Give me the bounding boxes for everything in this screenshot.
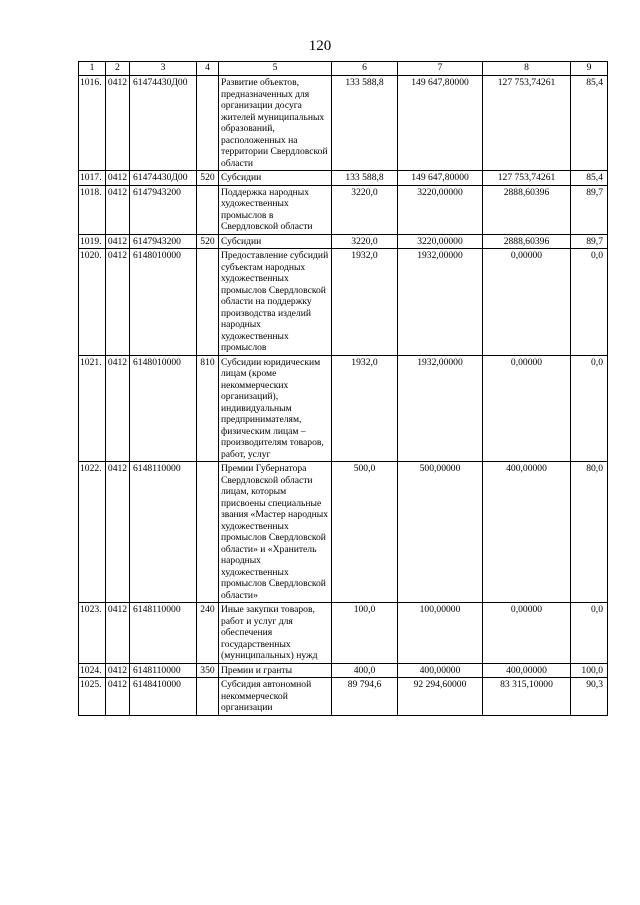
executed-amount: 83 315,10000 [483,678,571,716]
row-number: 1018. [79,185,106,234]
row-number: 1025. [79,678,106,716]
target-code: 6148010000 [130,249,197,356]
section-code: 0412 [106,171,130,186]
table-row [79,678,608,716]
target-code: 6148110000 [130,462,197,603]
adjusted-amount: 400,00000 [398,663,483,678]
table-row [79,185,608,234]
expense-type: 350 [197,663,219,678]
table-row [79,663,608,678]
execution-percent: 85,4 [571,76,608,171]
table-row [79,462,608,603]
approved-amount: 3220,0 [332,185,398,234]
expense-type [197,185,219,234]
expense-type [197,462,219,603]
expense-type [197,678,219,716]
execution-percent: 100,0 [571,663,608,678]
execution-percent: 85,4 [571,171,608,186]
column-header: 2 [106,62,130,76]
adjusted-amount: 1932,00000 [398,355,483,462]
column-header: 5 [219,62,332,76]
expense-type: 810 [197,355,219,462]
target-code: 6147943200 [130,185,197,234]
item-name: Иные закупки товаров, работ и услуг для обеспечения государственных (муниципальных) нужд [219,603,332,664]
section-code: 0412 [106,603,130,664]
approved-amount: 500,0 [332,462,398,603]
executed-amount: 2888,60396 [483,185,571,234]
execution-percent: 0,0 [571,355,608,462]
expense-type [197,76,219,171]
target-code: 6148410000 [130,678,197,716]
section-code: 0412 [106,462,130,603]
item-name: Субсидии [219,171,332,186]
column-header: 7 [398,62,483,76]
column-header: 4 [197,62,219,76]
section-code: 0412 [106,76,130,171]
approved-amount: 100,0 [332,603,398,664]
row-number: 1017. [79,171,106,186]
approved-amount: 3220,0 [332,234,398,249]
item-name: Премии Губернатора Свердловской области лицам, которым присвоены специальные звания «Мастер народных художественных промыслов Свердловской области» и «Хранитель народных художественных промыслов Свердловской области» [219,462,332,603]
column-header: 9 [571,62,608,76]
item-name: Поддержка народных художественных промыслов в Свердловской области [219,185,332,234]
column-header: 8 [483,62,571,76]
adjusted-amount: 500,00000 [398,462,483,603]
adjusted-amount: 92 294,60000 [398,678,483,716]
executed-amount: 127 753,74261 [483,171,571,186]
executed-amount: 2888,60396 [483,234,571,249]
expense-type: 520 [197,234,219,249]
adjusted-amount: 1932,00000 [398,249,483,356]
item-name: Предоставление субсидий субъектам народных художественных промыслов Свердловской области на поддержку производства изделий народных художественных промыслов [219,249,332,356]
executed-amount: 0,00000 [483,355,571,462]
execution-percent: 89,7 [571,234,608,249]
adjusted-amount: 149 647,80000 [398,76,483,171]
execution-percent: 0,0 [571,249,608,356]
target-code: 6148110000 [130,663,197,678]
target-code: 61474430Д00 [130,76,197,171]
row-number: 1016. [79,76,106,171]
page-number: 120 [308,38,332,54]
budget-table [78,61,608,716]
adjusted-amount: 100,00000 [398,603,483,664]
column-header: 1 [79,62,106,76]
executed-amount: 0,00000 [483,603,571,664]
approved-amount: 1932,0 [332,355,398,462]
executed-amount: 400,00000 [483,663,571,678]
row-number: 1023. [79,603,106,664]
table-row [79,171,608,186]
section-code: 0412 [106,185,130,234]
table-row [79,355,608,462]
target-code: 6147943200 [130,234,197,249]
item-name: Субсидия автономной некоммерческой организации [219,678,332,716]
table-row [79,603,608,664]
section-code: 0412 [106,249,130,356]
execution-percent: 0,0 [571,603,608,664]
row-number: 1019. [79,234,106,249]
target-code: 6148010000 [130,355,197,462]
section-code: 0412 [106,663,130,678]
item-name: Субсидии юридическим лицам (кроме некоммерческих организаций), индивидуальным предпринимателям, физическим лицам – производителям товаров, работ, услуг [219,355,332,462]
table-row [79,249,608,356]
item-name: Премии и гранты [219,663,332,678]
adjusted-amount: 3220,00000 [398,185,483,234]
target-code: 61474430Д00 [130,171,197,186]
row-number: 1020. [79,249,106,356]
approved-amount: 1932,0 [332,249,398,356]
approved-amount: 133 588,8 [332,76,398,171]
section-code: 0412 [106,355,130,462]
expense-type [197,249,219,356]
expense-type: 520 [197,171,219,186]
adjusted-amount: 149 647,80000 [398,171,483,186]
target-code: 6148110000 [130,603,197,664]
execution-percent: 89,7 [571,185,608,234]
executed-amount: 0,00000 [483,249,571,356]
executed-amount: 127 753,74261 [483,76,571,171]
row-number: 1021. [79,355,106,462]
execution-percent: 80,0 [571,462,608,603]
adjusted-amount: 3220,00000 [398,234,483,249]
table-row [79,234,608,249]
execution-percent: 90,3 [571,678,608,716]
table-row [79,76,608,171]
column-header: 6 [332,62,398,76]
column-header: 3 [130,62,197,76]
section-code: 0412 [106,234,130,249]
row-number: 1022. [79,462,106,603]
approved-amount: 89 794,6 [332,678,398,716]
expense-type: 240 [197,603,219,664]
section-code: 0412 [106,678,130,716]
row-number: 1024. [79,663,106,678]
item-name: Субсидии [219,234,332,249]
approved-amount: 400,0 [332,663,398,678]
executed-amount: 400,00000 [483,462,571,603]
header-row [79,62,608,76]
approved-amount: 133 588,8 [332,171,398,186]
item-name: Развитие объектов, предназначенных для организации досуга жителей муниципальных образований, расположенных на территории Свердловской области [219,76,332,171]
